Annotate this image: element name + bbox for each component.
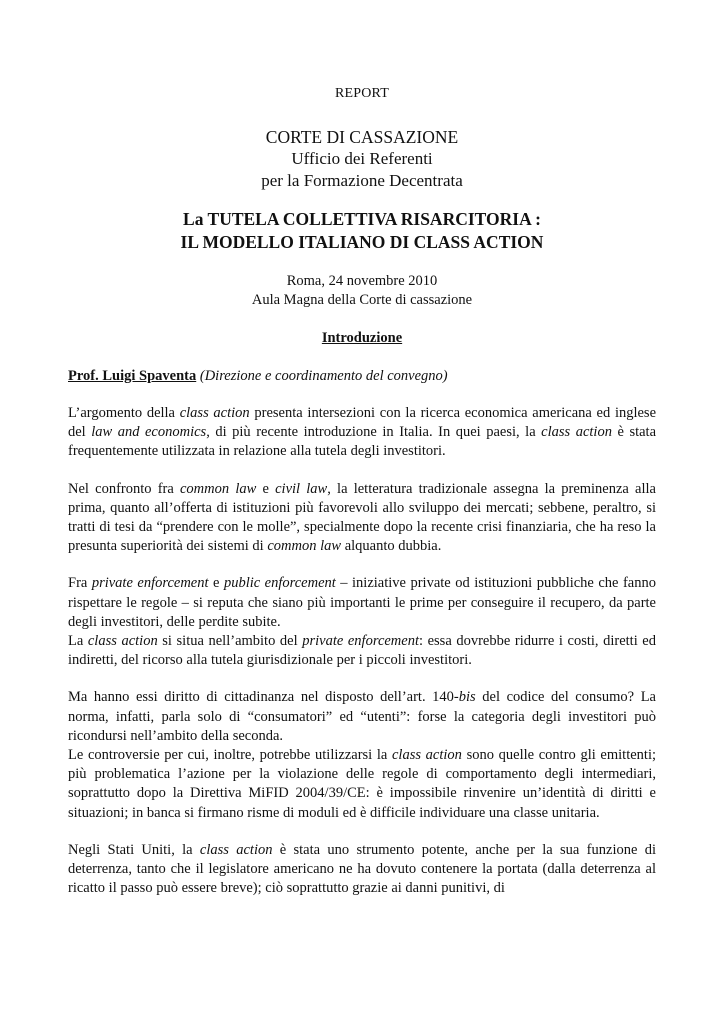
court-name: CORTE DI CASSAZIONE [265,127,459,147]
court-header [0,126,724,192]
document-title [0,208,724,254]
speaker-role: (Direzione e coordinamento del convegno) [199,368,448,384]
office-line-2: per la Formazione Decentrata [261,171,463,190]
paragraph-5: Ma hanno essi diritto di cittadinanza nel disposto dell’art. 140-bis del codice del consumo? La norma, infatti, parla solo di “consumatori” ed “utenti”: forse la categoria degli investitori può ricondursi nell’ambito della seconda. [68,689,656,744]
speaker-name: Prof. Luigi Spaventa [68,368,197,384]
paragraph-2: Nel confronto fra common law e civil law, la letteratura tradizionale assegna la preminenza alla prima, quanto all’offerta di istituzioni più favorevoli allo sviluppo dei mercati; sebbene, peraltro, si tratti di tesi da “prendere con le molle”, specialmente dopo la recente crisi finanziaria, che ha reso la presunta superiorità dei sistemi di common law alquanto dubbia. [68,480,656,555]
place-date: Roma, 24 novembre 2010 [286,273,438,289]
report-label: REPORT [334,86,390,101]
paragraph-6: Le controversie per cui, inoltre, potrebbe utilizzarsi la class action sono quelle contro gli emittenti; più problematica l’azione per la violazione delle regole di comportamento degli intermediari, soprattutto dopo la Direttiva MiFID 2004/39/CE: è impossibile rinvenire un’identità di diritti e situazioni; in banca si firmano risme di moduli ed è difficile individuare una classe unitaria. [68,747,657,821]
paragraph-3: Fra private enforcement e public enforcement – iniziative private od istituzioni pubbliche che fanno rispettare le regole – si reputa che siano più importanti le prime per conseguire il recupero, da parte degli investitori, delle perdite subite. [68,575,656,630]
body-text [68,404,656,898]
office-line-1: Ufficio dei Referenti [291,149,433,168]
title-line-2: IL MODELLO ITALIANO DI CLASS ACTION [180,232,544,252]
venue: Aula Magna della Corte di cassazione [251,292,473,308]
event-meta [0,272,724,310]
section-heading: Introduzione [321,330,403,346]
paragraph-1: L’argomento della class action presenta intersezioni con la ricerca economica americana ed inglese del law and economics, di più recente introduzione in Italia. In quei paesi, la class action è stata frequentemente utilizzata in relazione alla tutela degli investitori. [68,405,657,460]
paragraph-7: Negli Stati Uniti, la class action è stata uno strumento potente, anche per la sua funzione di deterrenza, tanto che il legislatore americano ne ha dovuto contenere la portata (dalla deterrenza al ricatto il passo può essere breve); ciò soprattutto grazie ai danni punitivi, di [68,841,656,897]
title-line-1: La TUTELA COLLETTIVA RISARCITORIA : [183,209,541,229]
speaker-line [68,368,448,385]
paragraph-4: La class action si situa nell’ambito del private enforcement: essa dovrebbe ridurre i costi, diretti ed indiretti, del ricorso alla tutela giurisdizionale per i piccoli investitori. [68,633,656,669]
